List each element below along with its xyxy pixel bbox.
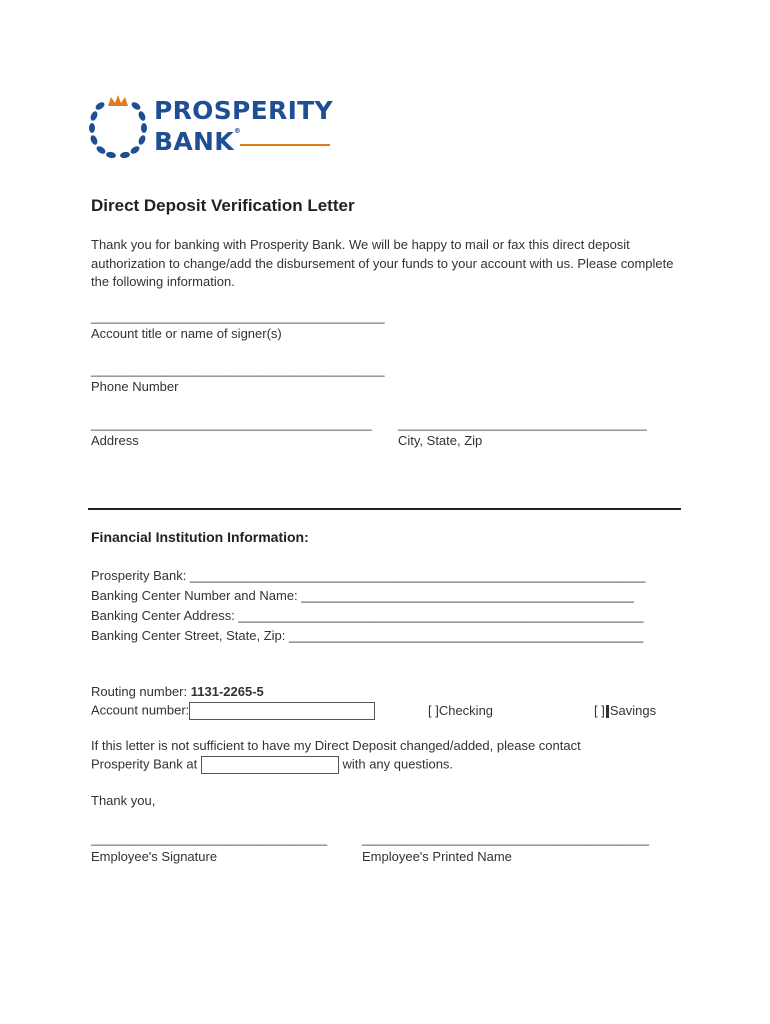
employee-signature-label: Employee's Signature (91, 849, 218, 864)
banking-center-name-line[interactable]: Banking Center Number and Name: ______________________________________________ (91, 588, 634, 603)
contact-phone-input[interactable] (201, 756, 339, 774)
logo-accent-line (240, 144, 330, 146)
logo-word-bank: BANK® (154, 127, 242, 156)
page-title: Direct Deposit Verification Letter (91, 196, 355, 215)
financial-section-heading: Financial Institution Information: (91, 529, 309, 545)
prosperity-bank-line[interactable]: Prosperity Bank: _______________________________________________________________ (91, 568, 646, 583)
closing-text: Thank you, (91, 793, 156, 808)
intro-paragraph: Thank you for banking with Prosperity Bank. We will be happy to mail or fax this direct deposit authorization to change/add the disbursement of your funds to your account with us. Please complete the following information. (91, 237, 674, 289)
routing-number: Routing number: 1131-2265-5 (91, 684, 264, 699)
text-cursor-mark (606, 705, 609, 718)
wreath-crown-icon (88, 92, 148, 162)
contact-line-2: Prosperity Bank at with any questions. (91, 756, 453, 774)
city-underline[interactable]: _______________________________________ (398, 417, 647, 431)
city-state-zip-label: City, State, Zip (398, 433, 483, 448)
account-number-input[interactable] (189, 702, 375, 720)
phone-label: Phone Number (91, 379, 179, 394)
section-divider (88, 508, 681, 510)
signer-underline[interactable]: ______________________________________________ (91, 310, 385, 324)
employee-signature-underline[interactable]: _____________________________________ (91, 832, 327, 846)
banking-center-street-line[interactable]: Banking Center Street, State, Zip: _________________________________________________ (91, 628, 644, 643)
address-underline[interactable]: ____________________________________________ (91, 417, 372, 431)
account-number-row: Account number: (91, 702, 375, 720)
address-label: Address (91, 433, 139, 448)
contact-line-1: If this letter is not sufficient to have my Direct Deposit changed/added, please contact (91, 738, 581, 753)
savings-checkbox[interactable]: [ ] Savings (594, 703, 657, 718)
checking-checkbox[interactable]: [ ]Checking (428, 703, 494, 718)
routing-number-value: 1131-2265-5 (190, 684, 264, 699)
employee-printed-underline[interactable]: _____________________________________________ (362, 832, 649, 846)
employee-printed-name-label: Employee's Printed Name (362, 849, 512, 864)
signer-label: Account title or name of signer(s) (91, 326, 282, 341)
logo-word-prosperity: PROSPERITY (154, 96, 333, 125)
banking-center-address-line[interactable]: Banking Center Address: ________________________________________________________ (91, 608, 644, 623)
phone-underline[interactable]: ______________________________________________ (91, 363, 385, 377)
bank-logo (88, 92, 338, 164)
